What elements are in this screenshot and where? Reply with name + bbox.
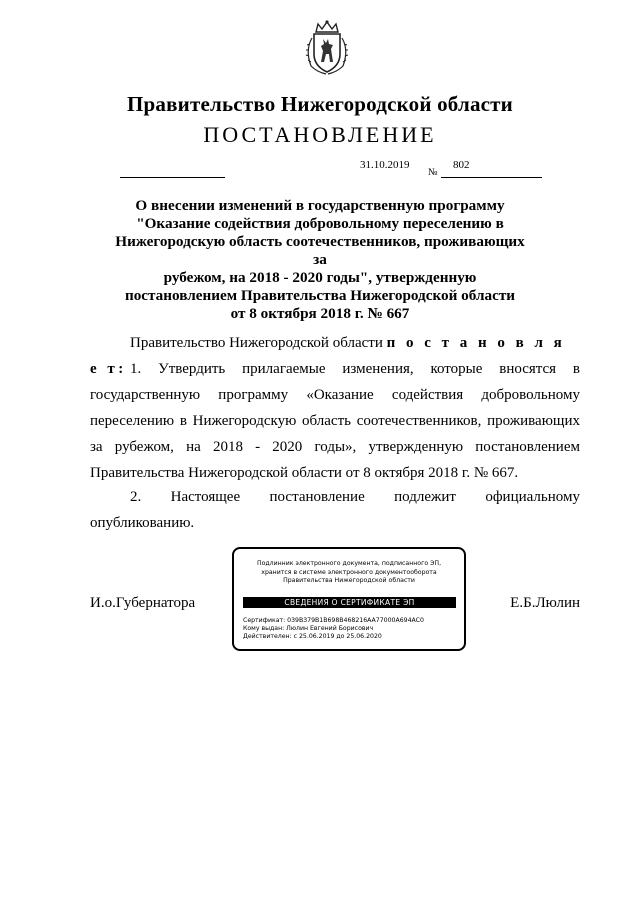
intro-prefix: Правительство Нижегородской области <box>130 335 383 351</box>
stamp-note-line: Правительства Нижегородской области <box>283 577 415 584</box>
government-title: Правительство Нижегородской области <box>127 92 513 116</box>
subject-line: от 8 октября 2018 г. № 667 <box>230 305 410 322</box>
paragraph-line: за рубежом, на 2018 - 2020 годы», утвержденную постановлением <box>90 439 580 455</box>
number-sign: № <box>428 167 438 178</box>
number-underline <box>441 177 542 178</box>
document-subject <box>108 197 532 323</box>
stamp-note-line: хранится в системе электронного документооборота <box>261 568 437 576</box>
subject-line: О внесении изменений в государственную программу <box>135 197 505 214</box>
subject-line: "Оказание содействия добровольному переселению в <box>136 215 504 232</box>
paragraph-2 <box>90 484 580 536</box>
subject-line: рубежом, на 2018 - 2020 годы", утвержденную <box>163 269 477 286</box>
coat-of-arms-icon <box>302 18 352 76</box>
paragraph-line: опубликованию. <box>90 515 195 531</box>
paragraph-1 <box>90 356 580 486</box>
intro-verb: п о с т а н о в л я е т: <box>90 335 566 377</box>
stamp-title: СВЕДЕНИЯ О СЕРТИФИКАТЕ ЭП <box>243 597 456 608</box>
document-number: 802 <box>453 159 470 171</box>
certificate-owner: Кому выдан: Люлин Евгений Борисович <box>243 625 374 632</box>
paragraph-line: 1. Утвердить прилагаемые изменения, которые вносятся в <box>130 361 580 377</box>
certificate-validity: Действителен: с 25.06.2019 до 25.06.2020 <box>243 633 382 640</box>
stamp-note-line: Подлинник электронного документа, подписанного ЭП, <box>256 560 442 567</box>
paragraph-line: 2. Настоящее постановление подлежит официальному <box>130 489 580 505</box>
document-date: 31.10.2019 <box>360 159 410 171</box>
stamp-note <box>234 560 464 586</box>
paragraph-line: переселению в Нижегородскую область соотечественников, проживающих <box>90 413 580 429</box>
document-type: ПОСТАНОВЛЕНИЕ <box>203 122 437 147</box>
paragraph-line: государственную программу «Оказание содействия добровольному <box>90 387 580 403</box>
signer-name: Е.Б.Люлин <box>510 595 580 611</box>
certificate-id: Сертификат: 039B379B1B698B468216AA77000A694AC0 <box>243 617 424 624</box>
subject-line: Нижегородскую область соотечественников, проживающих за <box>115 233 525 268</box>
digital-signature-stamp <box>232 547 466 651</box>
paragraph-line: Правительства Нижегородской области от 8 октября 2018 г. № 667. <box>90 465 519 481</box>
blank-signature-line <box>120 177 225 178</box>
certificate-details <box>243 617 424 641</box>
signer-position: И.о.Губернатора <box>90 595 196 611</box>
subject-line: постановлением Правительства Нижегородской области <box>124 287 516 304</box>
